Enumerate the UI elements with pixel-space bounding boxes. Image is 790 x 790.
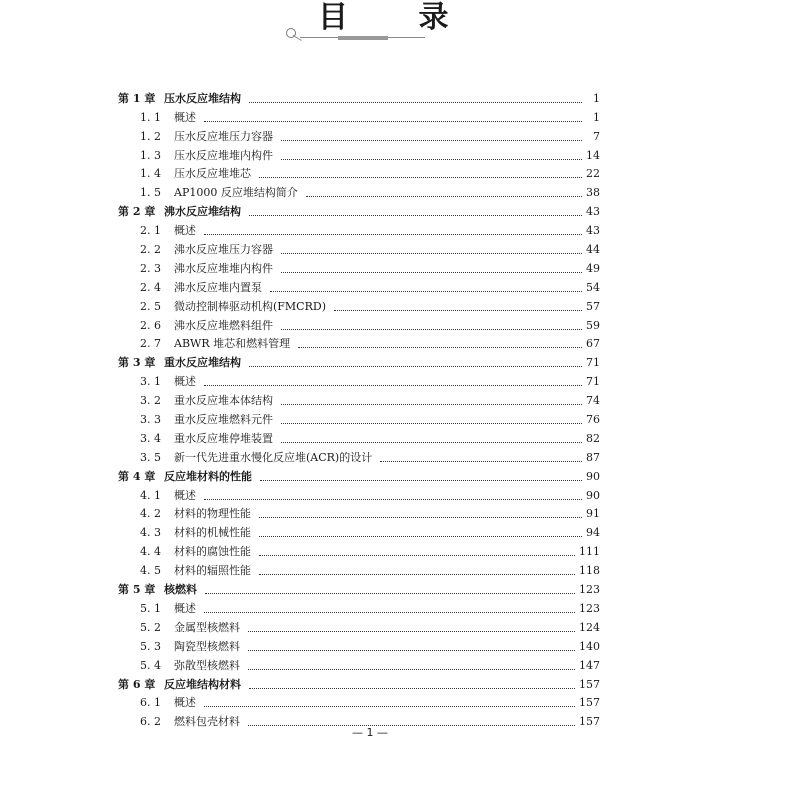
toc-section-row[interactable] bbox=[118, 144, 600, 163]
toc-section-row[interactable] bbox=[118, 654, 600, 673]
toc-entry-title: 压水反应堆结构 bbox=[164, 91, 241, 105]
toc-entry-number: 2. 2 bbox=[140, 243, 161, 257]
toc-page-number: 157 bbox=[579, 715, 600, 729]
toc-entry-number: 5. 1 bbox=[140, 601, 161, 615]
toc-page-number: 76 bbox=[586, 413, 600, 427]
toc-entry-number: 1. 4 bbox=[140, 167, 161, 181]
toc-entry-number: 4. 3 bbox=[140, 526, 161, 540]
toc-entry-number: 4. 1 bbox=[140, 488, 161, 502]
toc-entry-number: 第 4 章 bbox=[118, 469, 156, 483]
toc-dot-leader bbox=[270, 291, 582, 292]
toc-entry-number: 1. 5 bbox=[140, 186, 161, 200]
toc-entry-title: 沸水反应堆内置泵 bbox=[174, 280, 262, 294]
toc-dot-leader bbox=[259, 536, 582, 537]
toc-entry-number: 6. 1 bbox=[140, 696, 161, 710]
toc-entry-title: 概述 bbox=[174, 488, 196, 502]
toc-entry-number: 2. 4 bbox=[140, 280, 161, 294]
toc-entry-title: 材料的辐照性能 bbox=[174, 564, 251, 578]
toc-dot-leader bbox=[204, 499, 582, 500]
toc-entry-title: 微动控制棒驱动机构(FMCRD) bbox=[174, 299, 326, 313]
toc-page-number: 1 bbox=[593, 110, 600, 124]
toc-dot-leader bbox=[205, 593, 575, 594]
toc-dot-leader bbox=[249, 688, 575, 689]
page-title: 目 录 bbox=[318, 0, 479, 35]
toc-entry-number: 5. 4 bbox=[140, 658, 161, 672]
toc-entry-title: 陶瓷型核燃料 bbox=[174, 639, 240, 653]
toc-section-row[interactable] bbox=[118, 389, 600, 408]
toc-entry-title: 压水反应堆压力容器 bbox=[174, 129, 273, 143]
toc-entry-number: 1. 1 bbox=[140, 110, 161, 124]
toc-page-number: 123 bbox=[579, 583, 600, 597]
toc-entry-title: 压水反应堆堆芯 bbox=[174, 167, 251, 181]
toc-entry-number: 3. 2 bbox=[140, 394, 161, 408]
toc-entry-title: 反应堆材料的性能 bbox=[164, 469, 252, 483]
toc-page-number: 54 bbox=[586, 280, 600, 294]
toc-entry-title: 材料的物理性能 bbox=[174, 507, 251, 521]
toc-section-row[interactable] bbox=[118, 181, 600, 200]
toc-page-number: 1 bbox=[593, 91, 600, 105]
toc-entry-title: 新一代先进重水慢化反应堆(ACR)的设计 bbox=[174, 450, 373, 464]
toc-section-row[interactable] bbox=[118, 295, 600, 314]
toc-entry-title: 压水反应堆堆内构件 bbox=[174, 148, 273, 162]
toc-entry-title: 反应堆结构材料 bbox=[164, 677, 241, 691]
toc-section-row[interactable] bbox=[118, 314, 600, 333]
toc-dot-leader bbox=[259, 517, 582, 518]
toc-dot-leader bbox=[298, 347, 582, 348]
toc-page-number: 111 bbox=[579, 545, 600, 559]
toc-dot-leader bbox=[281, 442, 582, 443]
toc-dot-leader bbox=[281, 140, 582, 141]
toc-page-number: 49 bbox=[586, 261, 600, 275]
toc-entry-number: 3. 3 bbox=[140, 413, 161, 427]
toc-page-number: 59 bbox=[586, 318, 600, 332]
toc-page-number: 157 bbox=[579, 677, 600, 691]
toc-entry-number: 第 1 章 bbox=[118, 91, 156, 105]
toc-dot-leader bbox=[281, 272, 582, 273]
toc-dot-leader bbox=[249, 215, 582, 216]
toc-page-number: 82 bbox=[586, 431, 600, 445]
toc-dot-leader bbox=[281, 253, 582, 254]
toc-page-number: 157 bbox=[579, 696, 600, 710]
toc-section-row[interactable] bbox=[118, 521, 600, 540]
toc-section-row[interactable] bbox=[118, 106, 600, 125]
title-decoration-diagonal bbox=[293, 35, 302, 41]
toc-entry-title: 弥散型核燃料 bbox=[174, 658, 240, 672]
page-footer bbox=[0, 726, 790, 739]
toc-section-row[interactable] bbox=[118, 503, 600, 522]
toc-entry-title: 沸水反应堆压力容器 bbox=[174, 243, 273, 257]
toc-dot-leader bbox=[248, 631, 575, 632]
title-underline-accent bbox=[338, 36, 388, 40]
toc-entry-number: 2. 1 bbox=[140, 224, 161, 238]
toc-section-row[interactable] bbox=[118, 219, 600, 238]
toc-entry-title: 材料的机械性能 bbox=[174, 526, 251, 540]
toc-dot-leader bbox=[259, 574, 575, 575]
toc-page-number: 118 bbox=[579, 564, 600, 578]
toc-dot-leader bbox=[334, 310, 582, 311]
toc-entry-title: 概述 bbox=[174, 224, 196, 238]
toc-page-number: 71 bbox=[586, 356, 600, 370]
toc-dot-leader bbox=[380, 461, 582, 462]
toc-chapter-row[interactable] bbox=[118, 200, 600, 219]
toc-entry-title: AP1000 反应堆结构简介 bbox=[174, 186, 298, 200]
toc-entry-number: 6. 2 bbox=[140, 715, 161, 729]
toc-page-number: 74 bbox=[586, 394, 600, 408]
toc-entry-number: 第 3 章 bbox=[118, 356, 156, 370]
toc-section-row[interactable] bbox=[118, 559, 600, 578]
toc-section-row[interactable] bbox=[118, 635, 600, 654]
toc-entry-title: 金属型核燃料 bbox=[174, 620, 240, 634]
toc-section-row[interactable] bbox=[118, 257, 600, 276]
toc-entry-title: 沸水反应堆结构 bbox=[164, 205, 241, 219]
toc-section-row[interactable] bbox=[118, 125, 600, 144]
toc-dot-leader bbox=[248, 650, 575, 651]
toc-section-row[interactable] bbox=[118, 484, 600, 503]
toc-chapter-row[interactable] bbox=[118, 351, 600, 370]
toc-dot-leader bbox=[281, 404, 582, 405]
toc-entry-number: 4. 5 bbox=[140, 564, 161, 578]
toc-dot-leader bbox=[259, 177, 582, 178]
toc-page-number: 14 bbox=[586, 148, 600, 162]
toc-section-row[interactable] bbox=[118, 163, 600, 182]
toc-entry-number: 2. 6 bbox=[140, 318, 161, 332]
toc-entry-title: 核燃料 bbox=[164, 583, 197, 597]
toc-section-row[interactable] bbox=[118, 370, 600, 389]
toc-entry-title: 燃料包壳材料 bbox=[174, 715, 240, 729]
toc-dot-leader bbox=[248, 669, 575, 670]
toc-page-number: 7 bbox=[593, 129, 600, 143]
toc-section-row[interactable] bbox=[118, 238, 600, 257]
toc-entry-number: 第 6 章 bbox=[118, 677, 156, 691]
toc-entry-title: 重水反应堆本体结构 bbox=[174, 394, 273, 408]
toc-entry-number: 4. 2 bbox=[140, 507, 161, 521]
toc-page-number: 124 bbox=[579, 620, 600, 634]
toc-entry-title: 重水反应堆停堆装置 bbox=[174, 431, 273, 445]
toc-dot-leader bbox=[281, 423, 582, 424]
toc-chapter-row[interactable] bbox=[118, 578, 600, 597]
toc-entry-number: 5. 3 bbox=[140, 639, 161, 653]
toc-page-number: 71 bbox=[586, 375, 600, 389]
toc-chapter-row[interactable] bbox=[118, 465, 600, 484]
toc-entry-number: 2. 5 bbox=[140, 299, 161, 313]
toc-section-row[interactable] bbox=[118, 540, 600, 559]
toc-dot-leader bbox=[204, 385, 582, 386]
toc-page-number: 140 bbox=[579, 639, 600, 653]
toc-page-number: 91 bbox=[586, 507, 600, 521]
toc-entry-number: 3. 5 bbox=[140, 450, 161, 464]
toc-entry-title: 沸水反应堆堆内构件 bbox=[174, 261, 273, 275]
toc-entry-title: 材料的腐蚀性能 bbox=[174, 545, 251, 559]
toc-page-number: 44 bbox=[586, 243, 600, 257]
toc-dot-leader bbox=[260, 480, 582, 481]
table-of-contents bbox=[118, 87, 600, 729]
toc-dot-leader bbox=[204, 706, 575, 707]
toc-page-number: 43 bbox=[586, 224, 600, 238]
toc-page-number: 147 bbox=[579, 658, 600, 672]
toc-dot-leader bbox=[259, 555, 575, 556]
toc-entry-title: 概述 bbox=[174, 375, 196, 389]
toc-dot-leader bbox=[281, 329, 582, 330]
toc-page-number: 90 bbox=[586, 469, 600, 483]
toc-section-row[interactable] bbox=[118, 408, 600, 427]
toc-page-number: 22 bbox=[586, 167, 600, 181]
toc-section-row[interactable] bbox=[118, 276, 600, 295]
toc-entry-title: 沸水反应堆燃料组件 bbox=[174, 318, 273, 332]
toc-entry-number: 3. 4 bbox=[140, 431, 161, 445]
toc-section-row[interactable] bbox=[118, 333, 600, 352]
toc-entry-number: 2. 3 bbox=[140, 261, 161, 275]
toc-dot-leader bbox=[249, 366, 582, 367]
toc-entry-number: 4. 4 bbox=[140, 545, 161, 559]
toc-page-number: 94 bbox=[586, 526, 600, 540]
toc-section-row[interactable] bbox=[118, 616, 600, 635]
toc-page-number: 67 bbox=[586, 337, 600, 351]
toc-entry-title: 概述 bbox=[174, 110, 196, 124]
toc-dot-leader bbox=[249, 102, 582, 103]
toc-entry-title: 概述 bbox=[174, 696, 196, 710]
toc-page-number: 87 bbox=[586, 450, 600, 464]
toc-entry-title: 重水反应堆燃料元件 bbox=[174, 413, 273, 427]
toc-entry-title: 重水反应堆结构 bbox=[164, 356, 241, 370]
toc-page-number: 38 bbox=[586, 186, 600, 200]
toc-entry-number: 第 2 章 bbox=[118, 205, 156, 219]
toc-entry-title: ABWR 堆芯和燃料管理 bbox=[174, 337, 291, 351]
toc-dot-leader bbox=[306, 196, 582, 197]
toc-entry-number: 3. 1 bbox=[140, 375, 161, 389]
toc-entry-number: 1. 2 bbox=[140, 129, 161, 143]
toc-dot-leader bbox=[204, 612, 575, 613]
toc-page-number: 123 bbox=[579, 601, 600, 615]
toc-dot-leader bbox=[204, 121, 582, 122]
toc-section-row[interactable] bbox=[118, 446, 600, 465]
toc-section-row[interactable] bbox=[118, 597, 600, 616]
title-block bbox=[0, 0, 790, 70]
toc-dot-leader bbox=[204, 234, 582, 235]
toc-page-number: 43 bbox=[586, 205, 600, 219]
page-number: — 1 — bbox=[352, 726, 388, 739]
toc-entry-number: 2. 7 bbox=[140, 337, 161, 351]
toc-entry-number: 第 5 章 bbox=[118, 583, 156, 597]
toc-chapter-row[interactable] bbox=[118, 87, 600, 106]
toc-entry-title: 概述 bbox=[174, 601, 196, 615]
toc-entry-number: 5. 2 bbox=[140, 620, 161, 634]
toc-entry-number: 1. 3 bbox=[140, 148, 161, 162]
toc-section-row[interactable] bbox=[118, 427, 600, 446]
toc-chapter-row[interactable] bbox=[118, 673, 600, 692]
toc-section-row[interactable] bbox=[118, 692, 600, 711]
toc-dot-leader bbox=[281, 159, 582, 160]
toc-page-number: 57 bbox=[586, 299, 600, 313]
toc-page-number: 90 bbox=[586, 488, 600, 502]
